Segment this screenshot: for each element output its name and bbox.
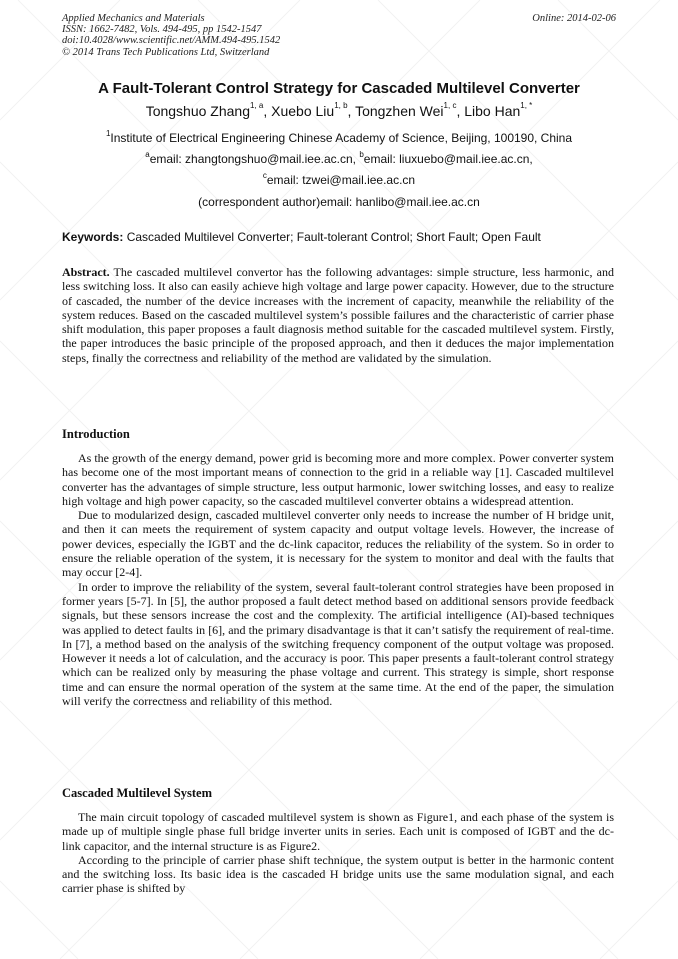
author-sup: 1, a <box>250 101 264 110</box>
copyright-line: © 2014 Trans Tech Publications Ltd, Switzerland <box>62 46 270 58</box>
affiliation-text: Institute of Electrical Engineering Chinese Academy of Science, Beijing, 100190, China <box>110 131 573 145</box>
section-heading-introduction: Introduction <box>62 427 130 441</box>
author-sup: 1, b <box>334 101 348 110</box>
keywords-label: Keywords: <box>62 230 124 244</box>
keywords <box>62 230 541 244</box>
email-sup-a: a <box>145 150 150 159</box>
author-name: Tongshuo Zhang <box>145 103 251 119</box>
introduction-body <box>62 451 614 708</box>
abstract-text: The cascaded multilevel convertor has the following advantages: simple structure, less harmonic, and less switching loss. It also can easily achieve high voltage and large power capacity. However, due to the structure of cascaded, the number of the device increases with the increment of capacity, meanwhile the reliability of the system reduces. Based on the cascaded multilevel system’s possible failures and the characteristic of carrier phase shift modulation, this paper proposes a fault diagnosis method suitable for the cascaded multilevel system. Firstly, the paper introduces the basic principle of the proposed approach, and then it deduces the major implementation steps, finally the correctness and reliability of the method are validated by the simulation. <box>62 265 614 365</box>
email-c: email: tzwei@mail.iee.ac.cn <box>266 173 416 187</box>
author-name: Libo Han <box>464 103 521 119</box>
affiliation-sup: 1 <box>105 129 111 138</box>
online-date: Online: 2014-02-06 <box>532 13 616 24</box>
doi-line: doi:10.4028/www.scientific.net/AMM.494-495.1542 <box>62 35 281 47</box>
email-a: email: zhangtongshuo@mail.iee.ac.cn, <box>149 152 356 166</box>
email-line-c <box>0 173 678 187</box>
paragraph: The main circuit topology of cascaded multilevel system is shown as Figure1, and each phase of the system is made up of multiple single phase full bridge inverter units in series. Each unit is composed of IGBT and the dc-link capacitor, and the internal structure is as Figure2. <box>62 810 614 853</box>
email-sup-b: b <box>359 150 364 159</box>
issn-line: ISSN: 1662-7482, Vols. 494-495, pp 1542-1547 <box>62 24 262 36</box>
paragraph: Due to modularized design, cascaded multilevel converter only needs to increase the number of H bridge unit, and then it can meets the requirement of system capacity and output voltage levels. However, the increase of power devices, especially the IGBT and the dc-link capacitor, reduces the reliability of the system. So in order to ensure the reliable operation of the system, it is necessary for the system to monitor and deal with the faults that may occur [2-4]. <box>62 508 614 580</box>
email-corresponding: (correspondent author)email: hanlibo@mail.iee.ac.cn <box>198 195 480 209</box>
author-line: Tongshuo Zhang$^{1, a}$, Xuebo Liu$^{1, b}$, Tongzhen Wei$^{1, c}$, Libo Han$^{1, *}$ <box>145 101 533 119</box>
paragraph: As the growth of the energy demand, power grid is becoming more and more complex. Power converter system has become one of the most important means of connection to the grid in a reliable way [1]. Cascaded multilevel converter has the advantages of simple structure, less output harmonic, lower switching losses, and easy to realize high voltage and high power capacity, so the cascaded multilevel converter obtains a widespread attention. <box>62 451 614 508</box>
email-line-ab <box>0 152 678 166</box>
abstract-label: Abstract. <box>62 265 110 279</box>
email-b: email: liuxuebo@mail.iee.ac.cn, <box>363 152 533 166</box>
author-sup: 1, * <box>520 101 533 110</box>
email-sup-c: c <box>262 171 267 180</box>
cascaded-body <box>62 810 614 896</box>
author-name: Tongzhen Wei <box>355 103 444 119</box>
author-name: Xuebo Liu <box>271 103 335 119</box>
abstract <box>62 265 614 365</box>
keywords-text: Cascaded Multilevel Converter; Fault-tolerant Control; Short Fault; Open Fault <box>126 230 541 244</box>
section-heading-cascaded: Cascaded Multilevel System <box>62 786 212 800</box>
author-sup: 1, c <box>443 101 457 110</box>
journal-header <box>62 13 280 58</box>
affiliation <box>0 131 678 145</box>
paragraph: In order to improve the reliability of the system, several fault-tolerant control strategies have been proposed in former years [5-7]. In [5], the author proposed a fault detect method based on additional sensors provide feedback signals, but these sensors increase the cost and the complexity. The artificial intelligence (AI)-based techniques was applied to detect faults in [6], and the primary disadvantage is that it can’t satisfy the requirement of real-time. In [7], a method based on the analysis of the switching frequency component of the output voltage was proposed. However it needs a lot of calculation, and the accuracy is poor. This paper presents a fault-tolerant control strategy which can be realized only by measuring the phase voltage and current. This strategy is simple, short response time and can ensure the normal operation of the system at the same time. At the end of the paper, the simulation will verify the correctness and reliability of this method. <box>62 579 614 709</box>
paragraph: According to the principle of carrier phase shift technique, the system output is better in the harmonic content and the switching loss. Its basic idea is the cascaded H bridge units use the same modulation signal, and each carrier phase is shifted by <box>62 852 614 896</box>
paper-title: A Fault-Tolerant Control Strategy for Cascaded Multilevel Converter <box>98 80 580 97</box>
journal-name: Applied Mechanics and Materials <box>62 13 205 24</box>
